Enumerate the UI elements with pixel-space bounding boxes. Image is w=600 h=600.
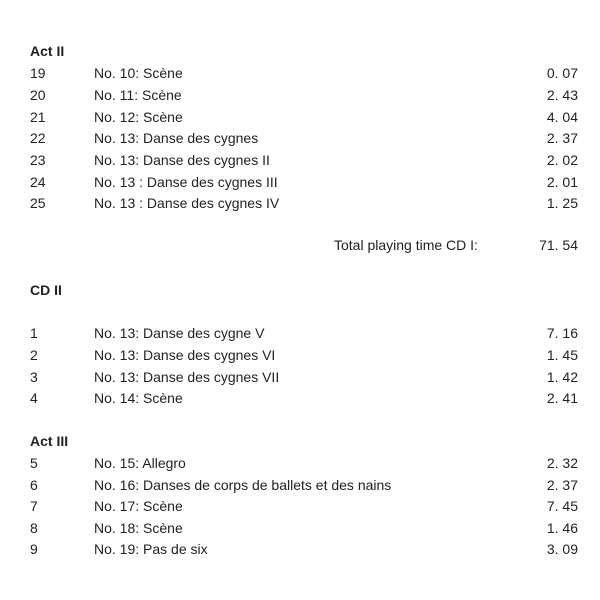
track-title: No. 18: Scène xyxy=(94,520,183,536)
track-title: No. 13 : Danse des cygnes III xyxy=(94,174,278,190)
track-duration: 1. 45 xyxy=(546,347,578,363)
track-title: No. 13: Danse des cygne V xyxy=(94,325,265,341)
track-title: No. 13: Danse des cygnes II xyxy=(94,152,270,168)
track-row xyxy=(30,151,578,169)
track-row xyxy=(30,64,578,82)
track-number: 6 xyxy=(30,477,38,493)
act-iii-heading: Act III xyxy=(30,433,69,449)
track-duration: 0. 07 xyxy=(546,65,578,81)
track-duration: 2. 01 xyxy=(546,174,578,190)
track-row xyxy=(30,173,578,191)
track-number: 2 xyxy=(30,347,38,363)
track-duration: 2. 02 xyxy=(546,152,578,168)
total-playing-time xyxy=(0,236,578,254)
track-row xyxy=(30,540,578,558)
track-row xyxy=(30,108,578,126)
track-duration: 1. 42 xyxy=(546,369,578,385)
track-duration: 2. 41 xyxy=(546,390,578,406)
track-number: 5 xyxy=(30,455,38,471)
track-title: No. 13: Danse des cygnes xyxy=(94,130,259,146)
track-title: No. 11: Scène xyxy=(94,87,182,103)
track-duration: 2. 43 xyxy=(546,87,578,103)
track-title: No. 13: Danse des cygnes VII xyxy=(94,369,280,385)
total-playing-time-label: Total playing time CD I: xyxy=(334,237,478,253)
track-row xyxy=(30,476,578,494)
track-number: 19 xyxy=(30,65,46,81)
track-title: No. 12: Scène xyxy=(94,109,183,125)
track-duration: 2. 37 xyxy=(546,130,578,146)
track-number: 23 xyxy=(30,152,46,168)
track-row xyxy=(30,497,578,515)
cd-ii-heading: CD II xyxy=(30,282,62,298)
track-number: 9 xyxy=(30,541,38,557)
track-duration: 7. 45 xyxy=(546,498,578,514)
track-duration: 1. 25 xyxy=(546,195,578,211)
track-duration: 2. 37 xyxy=(546,477,578,493)
track-number: 4 xyxy=(30,390,38,406)
track-number: 25 xyxy=(30,195,46,211)
track-row xyxy=(30,194,578,212)
track-title: No. 10: Scène xyxy=(94,65,183,81)
track-number: 8 xyxy=(30,520,38,536)
track-title: No. 17: Scène xyxy=(94,498,183,514)
track-row xyxy=(30,519,578,537)
track-number: 24 xyxy=(30,174,46,190)
track-title: No. 15: Allegro xyxy=(94,455,186,471)
track-title: No. 13 : Danse des cygnes IV xyxy=(94,195,280,211)
track-title: No. 16: Danses de corps de ballets et des nains xyxy=(94,477,392,493)
track-number: 20 xyxy=(30,87,46,103)
track-number: 1 xyxy=(30,325,38,341)
track-title: No. 13: Danse des cygnes VI xyxy=(94,347,276,363)
track-duration: 2. 32 xyxy=(546,455,578,471)
track-duration: 3. 09 xyxy=(546,541,578,557)
track-number: 7 xyxy=(30,498,38,514)
track-duration: 7. 16 xyxy=(546,325,578,341)
track-row xyxy=(30,389,578,407)
track-number: 3 xyxy=(30,369,38,385)
track-title: No. 19: Pas de six xyxy=(94,541,208,557)
track-row xyxy=(30,129,578,147)
track-number: 22 xyxy=(30,130,46,146)
act-ii-heading: Act II xyxy=(30,43,65,59)
track-row xyxy=(30,86,578,104)
track-row xyxy=(30,346,578,364)
track-title: No. 14: Scène xyxy=(94,390,183,406)
track-duration: 4. 04 xyxy=(546,109,578,125)
track-row xyxy=(30,324,578,342)
track-duration: 1. 46 xyxy=(546,520,578,536)
track-row xyxy=(30,368,578,386)
total-playing-time-value: 71. 54 xyxy=(539,237,578,253)
track-row xyxy=(30,454,578,472)
track-number: 21 xyxy=(30,109,46,125)
